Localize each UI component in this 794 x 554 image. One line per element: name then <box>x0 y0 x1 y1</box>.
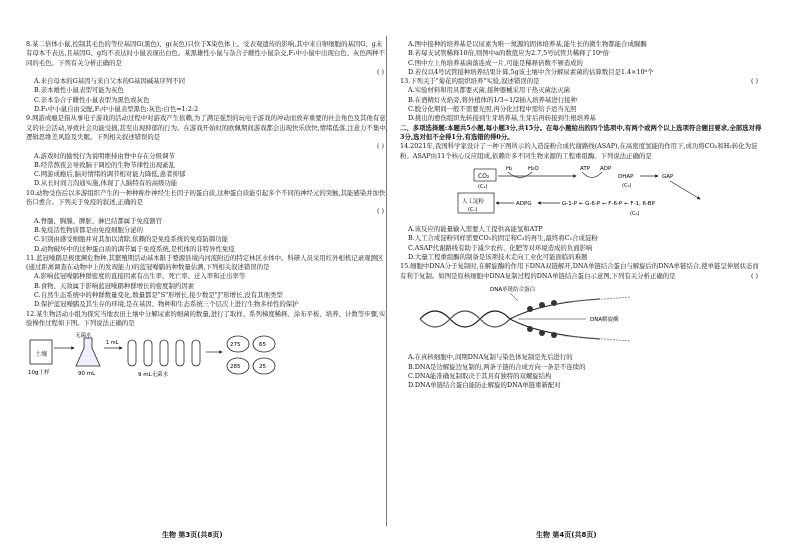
flask <box>76 338 100 366</box>
q10-option-c: C.识别由感受细胞并对其加以清除,依赖的是免疫系统的免疫防御功能 <box>34 235 229 244</box>
helicase-label: DNA解旋酶 <box>590 316 619 323</box>
q10-option-d: D.动物破坏中的这种蛋白质的调节属于免疫系统,是机体的非特异性免疫 <box>34 244 235 253</box>
c1-label: (C₁) <box>478 183 488 190</box>
question-9 <box>26 114 388 188</box>
q12-option-a: A.图中接种的培养基是以尿素为唯一氮源的固体培养基,能生长的微生物都能合成脲酶 <box>408 40 647 48</box>
right-column <box>400 40 762 390</box>
question-12-options <box>400 40 762 77</box>
answer-paren: ( ) <box>376 142 384 151</box>
ssb-protein <box>539 302 545 308</box>
answer-paren: ( ) <box>376 67 384 76</box>
starch-label: 人工淀粉 <box>462 198 485 205</box>
q14-option-c: C.ASAP代谢路线有助于减少农药、化肥等对环境造成的负面影响 <box>408 243 593 252</box>
q13-stem-text: 13.下列关于"菊花的组织培养"实验,叙述错误的是 <box>400 77 540 86</box>
q10-option-b: B.免疫活性物质都是由免疫细胞分泌的 <box>34 225 143 234</box>
q15-option-b: B.DNA是边解旋边复制的,两条子链的合成方向一条是不连续的 <box>408 362 586 371</box>
q14-stem: 14.2021年,我国科学家设计了一种下图所示的人造淀粉合成代谢路线(ASAP),在高密度氢能的作用下,成功将CO₂和H₂转化为淀粉。ASAP由11个核心反应组成,依赖许多不同生物来源的工程重组酶。下列说法正确的是 <box>400 142 758 160</box>
hexose-chain: G-1-P ← G-6-P ← F-6-P ← F-1, 6-BP <box>562 200 655 207</box>
h2-curve <box>508 172 532 178</box>
arrow-gap-down <box>670 181 700 199</box>
answer-paren: ( ) <box>750 271 758 280</box>
q13-option-c: C.脱分化期间一般不需要光照,再分化过程中需给予适当光照 <box>408 105 577 114</box>
asap-pathway-diagram <box>400 163 740 219</box>
sample-label: 10g土样 <box>28 370 50 377</box>
cn-label: (Cₙ) <box>468 206 478 213</box>
q10-option-a: A.脊髓、胸腺、脾脏、淋巴结都属于免疫器官 <box>34 216 163 225</box>
q14-option-d: D.大量工程重组酶的制备是该项技术走向工业化可能面临的难题 <box>408 253 588 262</box>
test-tube-2 <box>144 340 152 366</box>
atp-label: ATP <box>580 165 591 172</box>
c6-label: (C₆) <box>630 210 640 217</box>
dna-figure <box>400 283 762 350</box>
footer-right-page-number: 生物 第4页(共8页) <box>536 531 597 539</box>
helix-strand-1 <box>420 311 510 327</box>
answer-paren: ( ) <box>376 207 384 216</box>
q12-option-b: B.若每支试管稀释10倍,则图中a的数值应为2.7,5号试管共稀释了10⁶倍 <box>408 49 610 58</box>
left-column <box>26 40 388 389</box>
ssb-protein <box>551 300 557 306</box>
ssb-protein <box>527 326 533 332</box>
dhap-label: DHAP <box>618 173 634 180</box>
co2-label: CO₂ <box>478 172 490 180</box>
plate-count-3: 285 <box>230 364 241 371</box>
q9-option-d: D.从长时间言沟通实施,体现了人脑特有的高级功能 <box>34 179 178 188</box>
question-11 <box>26 254 388 310</box>
question-12 <box>26 310 388 386</box>
section-2-heading: 二、多项选择题:本题共5小题,每小题3分,共15分。在每小题给出的四个选项中,有两个或两个以上选项符合题目要求,全部选对得3分,选对但不全得1分,有选错的得0分。 <box>400 123 762 141</box>
q11-option-b: B.食物、天敌属于影响蓝冠噪鹛种群增长的密度制约因素 <box>34 281 195 290</box>
test-tube-5 <box>192 340 200 366</box>
q9-option-a: A.游戏时的愉悦行为说明维持由脊中存在分级调节 <box>34 151 175 160</box>
ssb-protein <box>527 306 533 312</box>
q15-option-d: D.DNA单链结合蛋白能防止解旋的DNA单链重新配对 <box>408 381 561 390</box>
helix-strand-2 <box>420 311 510 327</box>
q15-option-a: A.在真核细胞中,间期DNA复制与染色体复制是先后进行的 <box>408 353 573 362</box>
tube-volume-label: 1 mL <box>106 340 119 347</box>
q8-option-b: B.亲本雄性小鼠表型可能为灰色 <box>34 86 124 95</box>
flask-label: 无菌水 <box>75 333 92 340</box>
h2-label: H₂ <box>506 165 513 172</box>
question-8 <box>26 40 388 114</box>
ssb-protein <box>551 332 557 338</box>
test-tube-4 <box>176 340 184 366</box>
q11-stem: 11.蓝冠噪鹛是极度濒危物种,其繁殖期活动基本限于婺源县境内河流附近的特定林区水体中。科研人员采用红外相机记录观测区(通过距离调查在动物中上的发现能力)的蓝冠噪鹛的种数量估测,下列相关叙述错误的是 <box>26 253 384 272</box>
q8-option-d: D.F₁中小鼠自由交配,F₂中小鼠表型黑色:灰色:白色=1:2:2 <box>34 105 199 114</box>
plate-count-2: 65 <box>259 342 266 349</box>
q15-stem-text: 15.细胞中DNA分子复制时,在解旋酶的作用下DNA双链解开,DNA单链结合蛋白与解旋后的DNA单链结合,使单链呈伸展状态而有利于复制。如图是原核细胞中DNA复制过程的DNA单链结合蛋白示意图,下列有关分析正确的是 <box>400 262 759 280</box>
q12-option-c: C.图中左上角培养基菌落连成一片,可能是稀释倍数不够造成的 <box>408 58 583 67</box>
q8-option-a: A.来自母本的G基因与来自父本的G基因碱基序列不同 <box>34 77 186 86</box>
plate-count-4: 25 <box>259 364 266 371</box>
question-14 <box>400 142 762 262</box>
test-tubes <box>128 340 200 366</box>
soil-label: 土壤 <box>35 351 48 359</box>
tube-water-label: 9 mL无菌水 <box>138 372 169 379</box>
q13-option-b: B.在酒精灯火焰旁,将外植体的1/3~1/2插入培养基进行接种 <box>408 95 577 104</box>
q9-option-c: C.网游成瘾后,脑对情绪的调节相对能力降低,患者抑郁 <box>34 170 186 179</box>
dna-replication-diagram <box>400 283 740 347</box>
test-tube-3 <box>160 340 168 366</box>
ssb-protein <box>539 330 545 336</box>
q13-option-d: D.挑出的愈伤组织先转接到生芽培养基,生芽后再转接到生根培养基 <box>408 114 596 123</box>
q15-stem <box>400 262 762 281</box>
q11-option-a: A.影响蓝冠噪鹛种群密度的直接因素有出生率、死亡率、迁入率和迁出率等 <box>34 272 246 281</box>
test-tube-1 <box>128 340 136 366</box>
q9-stem: 9.网游成瘾是指从事电子游戏的活动过程中对游戏产生依赖,为了满足强烈的玩电子游戏的冲动而放弃重要的社会角色及其他有意义的社会活动,导致社会功能受损,甚至出现抑郁的行为。在游戏开始时的欧佩期间游戏都会出现快乐欣快,情绪低落,注意力不集中,逻辑思维差风险及失眠。下列相关叙述错误的是 <box>26 114 388 141</box>
plate-count-1: 275 <box>230 342 241 349</box>
gap-label: GAP <box>662 173 674 180</box>
q10-stem: 10.动物受伤后以多游组织产生的一种种称作神经生长因子的蛋白质,这种蛋白质能引起多个不同的神经元的突触,其能感染并加快伤口愈合。下列关于免疫的叙述,正确的是 <box>26 188 386 207</box>
asap-figure <box>400 163 762 222</box>
question-15 <box>400 262 762 390</box>
q11-option-d: D.保护蓝冠噪鹛及其生存的环境,是在基因、物种和生态系统三个层次上进行生物多样性的保护 <box>34 300 299 309</box>
footer-left-page-number: 生物 第3页(共8页) <box>162 531 223 539</box>
dilution-diagram <box>26 330 366 382</box>
adp-label: ADP <box>600 165 612 172</box>
q13-option-a: A.实验材料和用具都要灭菌,接种器械采用干热灭菌法灭菌 <box>408 86 571 95</box>
q9-option-b: B.经常熬夜会导致脑干调控的生物节律性出现紊乱 <box>34 160 175 169</box>
h2o-label: H₂O <box>528 165 539 172</box>
ssb-label: DNA单链结合蛋白 <box>490 286 536 293</box>
atp-curve <box>582 172 602 178</box>
q12-stem: 12.某生物活动小组为探究当地农田土壤中分解尿素的细菌的数量,进行了取样、系列梯度稀释、涂布平板、培养、计数等步骤,实验操作过程如下图。下列说法正确的是 <box>26 309 386 327</box>
question-13 <box>400 77 762 123</box>
adpg-label: ADPG <box>516 200 532 207</box>
ssb-pointer <box>510 293 518 301</box>
question-10 <box>26 189 388 254</box>
q14-option-a: A.该反应的能量输入需要人工提供高能氢和ATP <box>408 225 543 234</box>
q8-stem: 8.某二倍体小鼠,控制其毛色的等位基因G(黑色)、g(灰色)只位于X染色体上。受表观遗传的影响,其中来自卵细胞的基因G、g未有母本不表达,且基因G、g均不表达时小鼠表现出白色。某黑雄性小鼠与杂合子雌性小鼠杂交,F₁中小鼠中出现白色、灰色两种不同的毛色。下列有关分析正确的是 <box>26 40 385 67</box>
q12-option-d: D.若仅以4号试管接种培养结果计算,5g该土壤中含分解尿素菌的估算数目是1.4×10⁸个 <box>408 67 654 76</box>
q14-option-b: B.人工合成淀粉同样需要CO₂的固定和C₃的再生,最终将C₁合成淀粉 <box>408 234 598 243</box>
answer-paren: ( ) <box>750 77 758 86</box>
q15-option-c: C.DNA能准确复制取决于其具有独特的双螺旋结构 <box>408 371 552 380</box>
flask-volume: 90 mL <box>78 371 96 378</box>
c3-label: (C₃) <box>622 182 632 189</box>
q11-option-c: C.自然生态系统中的种群数量变化,数量都是"S"形增长,接少数是"J"形增长,没有其他类型 <box>34 291 283 300</box>
dilution-figure <box>26 330 388 385</box>
q8-option-c: C.亲本杂合子雌性小鼠表型为黑色或灰色 <box>34 95 150 104</box>
